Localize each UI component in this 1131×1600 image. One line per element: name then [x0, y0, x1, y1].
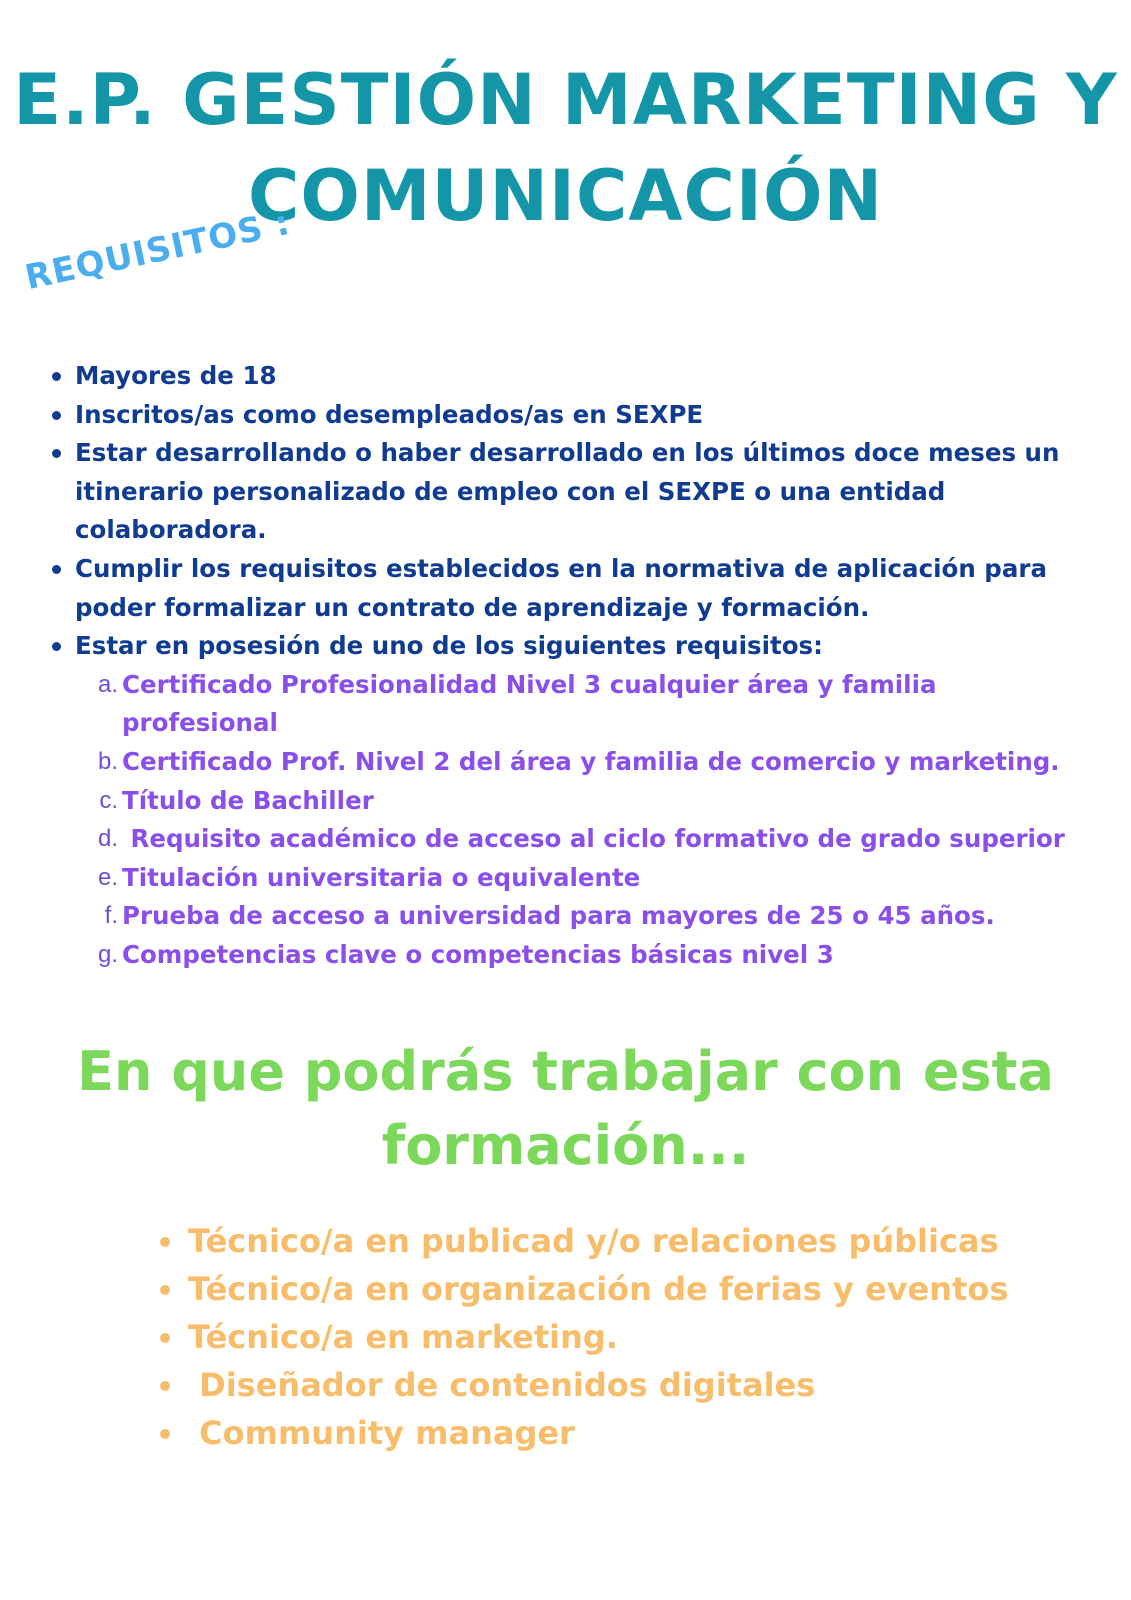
sub-requirement-item [75, 743, 1090, 782]
list-marker: g. [97, 940, 118, 968]
job-text: Técnico/a en organización de ferias y eventos [188, 1270, 1009, 1308]
job-text: Técnico/a en publicad y/o relaciones públicas [188, 1222, 999, 1260]
list-marker: a. [97, 670, 118, 698]
job-item [160, 1217, 1008, 1265]
bullet-icon [160, 1237, 170, 1247]
list-marker: d. [97, 825, 118, 853]
list-marker: c. [99, 786, 118, 814]
sub-requirement-text: Certificado Prof. Nivel 2 del área y familia de comercio y marketing. [122, 746, 1060, 776]
sub-requirement-item [75, 897, 1090, 936]
bullet-icon [52, 449, 61, 458]
sub-requirement-item [75, 936, 1090, 975]
job-item [160, 1313, 1008, 1361]
page-title-line-1: E.P. GESTIÓN MARKETING Y [13, 59, 1118, 141]
page-title-line-2: COMUNICACIÓN [247, 155, 884, 237]
job-text: Diseñador de contenidos digitales [188, 1366, 816, 1404]
page-title [0, 52, 1131, 244]
requirement-item [50, 396, 1090, 435]
sub-requirement-text: Certificado Profesionalidad Nivel 3 cualquier área y familia profesional [122, 669, 937, 738]
bullet-icon [52, 411, 61, 420]
job-text: Community manager [188, 1414, 575, 1452]
bullet-icon [160, 1429, 170, 1439]
requirement-text: Cumplir los requisitos establecidos en la normativa de aplicación para poder formalizar un contrato de aprendizaje y formación. [75, 553, 1047, 622]
list-marker: f. [104, 902, 118, 930]
sub-requirement-item [75, 859, 1090, 898]
requirement-item [50, 357, 1090, 396]
bullet-icon [160, 1333, 170, 1343]
jobs-heading-line-2: formación... [381, 1114, 750, 1177]
sub-requirements-list [75, 666, 1090, 975]
jobs-heading [0, 1035, 1131, 1183]
job-item [160, 1361, 1008, 1409]
job-item [160, 1409, 1008, 1457]
requirement-text: Mayores de 18 [75, 361, 277, 390]
sub-requirement-item [75, 820, 1090, 859]
jobs-heading-line-1: En que podrás trabajar con esta [77, 1040, 1054, 1103]
list-marker: e. [97, 863, 118, 891]
sub-requirement-text: Competencias clave o competencias básicas nivel 3 [122, 939, 834, 969]
list-marker: b. [97, 747, 118, 775]
bullet-icon [160, 1381, 170, 1391]
requirement-text: Estar en posesión de uno de los siguientes requisitos: [75, 631, 823, 661]
sub-requirement-text: Título de Bachiller [122, 785, 374, 815]
sub-requirement-text: Titulación universitaria o equivalente [122, 862, 641, 892]
sub-requirement-item [75, 782, 1090, 821]
sub-requirement-item [75, 666, 1090, 743]
requirements-list [50, 357, 1090, 975]
requirement-item [50, 627, 1090, 974]
job-text: Técnico/a en marketing. [188, 1318, 618, 1356]
sub-requirement-text: Prueba de acceso a universidad para mayores de 25 o 45 años. [122, 901, 995, 931]
sub-requirement-text: Requisito académico de acceso al ciclo formativo de grado superior [122, 824, 1065, 854]
bullet-icon [160, 1285, 170, 1295]
bullet-icon [52, 642, 61, 651]
requirement-text: Estar desarrollando o haber desarrollado en los últimos doce meses un itinerario personalizado de empleo con el SEXPE o una entidad colaboradora. [75, 438, 1060, 545]
jobs-list [160, 1217, 1008, 1457]
requirement-text: Inscritos/as como desempleados/as en SEXPE [75, 399, 704, 429]
bullet-icon [52, 565, 61, 574]
job-item [160, 1265, 1008, 1313]
requirement-item [50, 434, 1090, 550]
requirement-item [50, 550, 1090, 627]
requisitos-heading: REQUISITOS : [21, 202, 294, 298]
bullet-icon [52, 372, 61, 381]
